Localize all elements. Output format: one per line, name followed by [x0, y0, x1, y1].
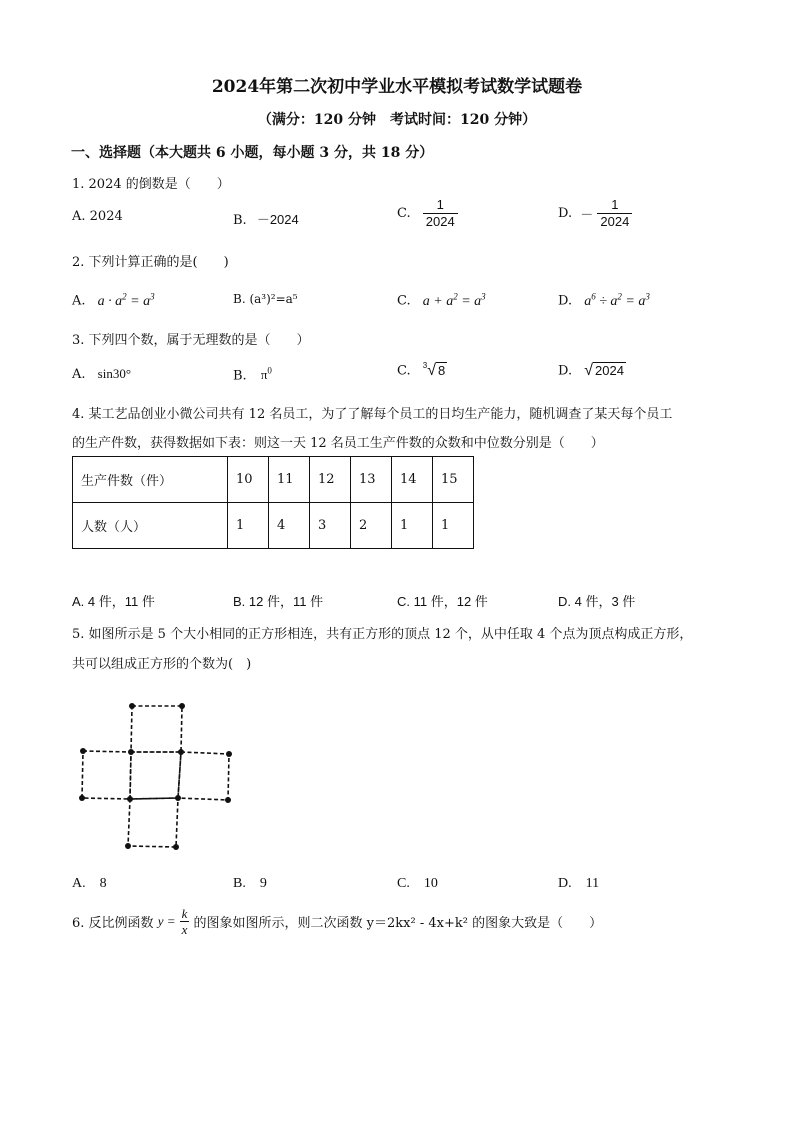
vertex-dot [79, 795, 85, 801]
q1-option-b [233, 209, 299, 228]
q2-option-a-exp1: 2 [122, 291, 127, 301]
q2-option-d-exp3: 3 [645, 291, 650, 301]
table-cell: 2 [351, 503, 392, 549]
vertex-dot [226, 751, 232, 757]
table-cell: 15 [433, 457, 474, 503]
question-4-stem-line1: 4. 某工艺品创业小微公司共有 12 名员工，为了了解每个员工的日均生产能力，随机调查了某天每个员工 [72, 407, 673, 422]
table-cell: 10 [228, 457, 269, 503]
question-3-stem: 3. 下列四个数，属于无理数的是（ ） [72, 333, 310, 348]
vertex-dot [129, 703, 135, 709]
question-5-stem-line1: 5. 如图所示是 5 个大小相同的正方形相连，共有正方形的顶点 12 个，从中任取 4 个点为顶点构成正方形， [72, 627, 693, 642]
table-cell: 12 [310, 457, 351, 503]
q2-option-d-exp1: 6 [591, 291, 596, 301]
q1-option-d-label: D. [558, 206, 573, 221]
q3-option-a-value: sin30° [97, 366, 132, 381]
q1-option-d-numerator: 1 [597, 197, 632, 214]
q2-option-c [397, 291, 486, 310]
figure-bottom-square [128, 798, 178, 847]
question-5-stem-line2: 共可以组成正方形的个数为( ) [72, 657, 252, 672]
page-title: 2024年第二次初中学业水平模拟考试数学试题卷 [211, 77, 583, 97]
q2-option-a [72, 291, 155, 310]
table-header-cell: 生产件数（件） [73, 457, 228, 503]
q2-option-c-term: a + a [422, 293, 454, 309]
question-1-stem: 1. 2024 的倒数是（ ） [72, 177, 230, 192]
q2-option-d-eq: = a [621, 293, 646, 309]
q4-option-a: A. 4 件，11 件 [72, 594, 155, 609]
table-cell: 4 [269, 503, 310, 549]
q5-option-c: C. 10 [397, 876, 438, 891]
vertex-dot [225, 797, 231, 803]
vertex-dot [128, 749, 134, 755]
figure-center-square [130, 752, 181, 799]
table-cell: 1 [433, 503, 474, 549]
vertex-dot [179, 703, 185, 709]
table-cell: 1 [228, 503, 269, 549]
q3-option-d [558, 362, 626, 380]
q1-option-d [558, 197, 632, 230]
q6-prefix: 6. 反比例函数 [72, 916, 154, 931]
figure-top-square [131, 706, 182, 752]
q3-option-c-label: C. [397, 363, 411, 379]
q6-numerator: k [181, 906, 188, 921]
q2-option-d-mid: ÷ a [595, 293, 618, 309]
q2-option-d [558, 291, 650, 310]
q3-option-a-label: A. [72, 367, 86, 382]
q3-option-a [72, 366, 131, 382]
table-cell: 3 [310, 503, 351, 549]
q2-option-c-exp2: 3 [481, 291, 486, 301]
q2-option-a-term: a · a [97, 293, 123, 309]
table-cell: 1 [392, 503, 433, 549]
q2-option-b: B. (a³)²=a⁵ [233, 292, 298, 306]
q3-option-b-exp: 0 [267, 366, 272, 376]
table-cell: 14 [392, 457, 433, 503]
figure-right-square [178, 752, 229, 800]
q1-option-b-label: B. [233, 213, 247, 228]
production-table [72, 456, 474, 549]
table-cell: 11 [269, 457, 310, 503]
q2-option-a-label: A. [72, 293, 86, 309]
q1-option-c-denominator: 2024 [425, 214, 455, 229]
q3-option-b-base: π [260, 367, 268, 383]
q1-option-b-value: －2024 [256, 212, 299, 227]
vertex-dot [173, 844, 179, 850]
q3-option-d-radicand: 2024 [595, 363, 624, 378]
q1-option-c [397, 197, 458, 230]
vertex-dot [80, 748, 86, 754]
q2-option-d-label: D. [558, 293, 573, 309]
q2-option-d-base: a [584, 293, 592, 309]
figure-left-square [82, 751, 131, 799]
q6-denominator: x [181, 922, 188, 937]
q2-option-c-label: C. [397, 293, 411, 309]
q3-option-c-cube-root [423, 362, 447, 380]
question-2-stem: 2. 下列计算正确的是( ) [72, 255, 229, 270]
q1-option-d-denominator: 2024 [600, 214, 630, 229]
q3-option-d-label: D. [558, 363, 573, 379]
exam-info: （满分：120 分钟 考试时间：120 分钟） [257, 112, 537, 128]
q5-option-b: B. 9 [233, 876, 267, 891]
q1-option-d-sign: － [580, 208, 594, 223]
radical-sign-icon: √ [427, 362, 436, 379]
q6-fraction [180, 906, 190, 937]
q3-option-c-radicand: 8 [438, 363, 446, 378]
q2-option-c-exp1: 2 [453, 291, 458, 301]
q3-option-c [397, 362, 447, 380]
table-header-cell: 人数（人） [73, 503, 228, 549]
q6-variable: y = [157, 913, 176, 929]
vertex-dot [178, 749, 184, 755]
vertex-dot [127, 796, 133, 802]
radical-sign-icon: √ [584, 362, 594, 379]
q1-option-d-fraction [597, 197, 632, 230]
table-cell: 13 [351, 457, 392, 503]
q2-option-a-exp2: 3 [150, 291, 155, 301]
table-row [73, 503, 474, 549]
q3-option-b [233, 366, 272, 383]
q4-option-d: D. 4 件，3 件 [558, 594, 636, 609]
q3-option-c-root-index: 3 [422, 361, 428, 370]
q2-option-d-exp2: 2 [617, 291, 622, 301]
q6-suffix: 的图象如图所示，则二次函数 y＝2kx² - 4x+k² 的图象大致是（ ） [193, 916, 603, 931]
q1-option-a: A. 2024 [72, 209, 123, 224]
q1-option-c-fraction [423, 197, 458, 230]
question-4-stem-line2: 的生产件数，获得数据如下表：则这一天 12 名员工生产件数的众数和中位数分别是（ ） [72, 436, 604, 451]
q2-option-c-eq: = a [457, 293, 482, 309]
q1-option-c-label: C. [397, 206, 411, 221]
vertex-dot [175, 795, 181, 801]
q5-option-d: D. 11 [558, 876, 600, 891]
q5-option-a: A. 8 [72, 876, 107, 891]
q4-option-c: C. 11 件，12 件 [397, 594, 488, 609]
vertex-dot [125, 843, 131, 849]
five-squares-figure [74, 696, 240, 854]
section-heading: 一、选择题（本大题共 6 小题，每小题 3 分，共 18 分） [71, 145, 434, 161]
q1-option-c-numerator: 1 [423, 197, 458, 214]
question-6-stem [72, 906, 602, 937]
q3-option-d-square-root [584, 362, 626, 380]
q2-option-a-eq: = a [126, 293, 151, 309]
q4-option-b: B. 12 件，11 件 [233, 594, 324, 609]
table-row [73, 457, 474, 503]
q3-option-b-label: B. [233, 368, 247, 384]
